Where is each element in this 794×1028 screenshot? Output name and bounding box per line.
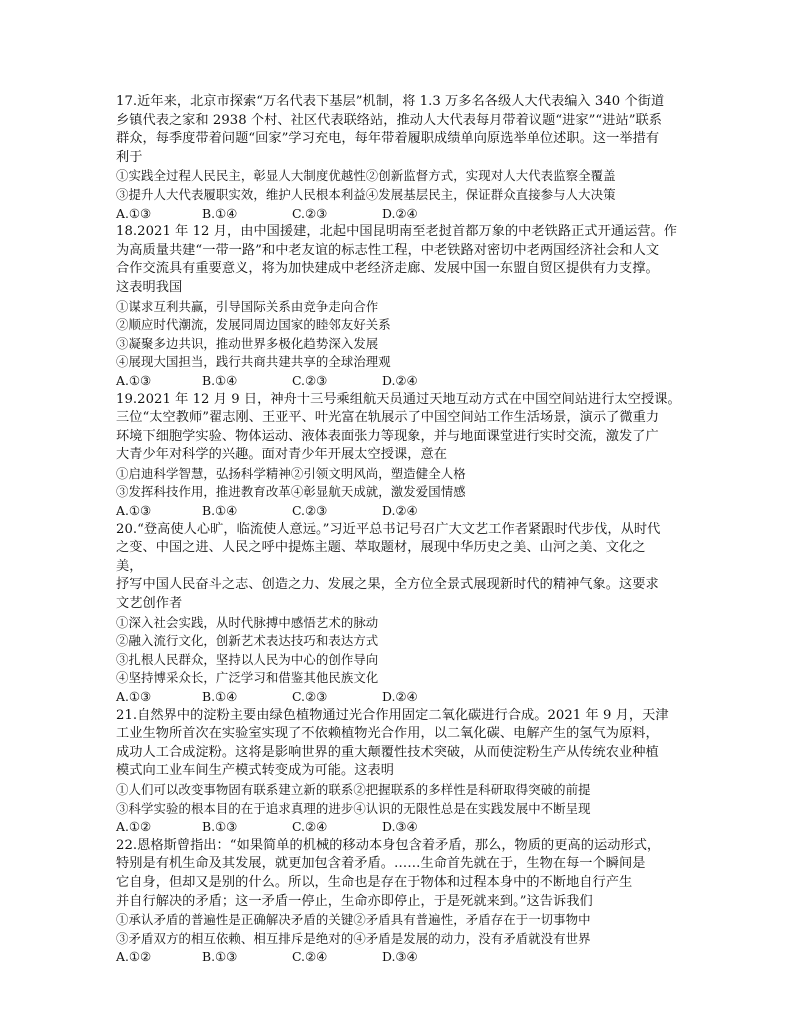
question-stem bbox=[116, 707, 686, 781]
stem-line: 成功人工合成淀粉。这将是影响世界的重大颠覆性技术突破，从而使淀粉生产从传统农业种植 bbox=[116, 744, 659, 760]
option-line: ③科学实验的根本目的在于追求真理的进步④认识的无限性总是在实践发展中不断呈现 bbox=[116, 800, 591, 816]
choice-b: B.①④ bbox=[202, 205, 238, 221]
option-line: ①承认矛盾的普遍性是正确解决矛盾的关键②矛盾具有普遍性，矛盾存在于一切事物中 bbox=[116, 912, 591, 928]
option-line: ①实践全过程人民民主，彰显人大制度优越性②创新监督方式，实现对人大代表监察全覆盖 bbox=[116, 168, 616, 184]
choice-c: C.②③ bbox=[292, 503, 328, 519]
question-stem bbox=[116, 521, 686, 614]
stem-line: 文艺创作者 bbox=[116, 596, 183, 612]
stem-line: 并自行解决的矛盾；这一矛盾一停止，生命亦即停止，于是死就来到。”这告诉我们 bbox=[116, 893, 593, 909]
choice-b: B.①④ bbox=[202, 372, 238, 388]
answer-choices bbox=[116, 502, 686, 521]
choice-d: D.②④ bbox=[382, 205, 418, 221]
stem-line: 特别是有机生命及其发展，就更加包含着矛盾。……生命首先就在于，生物在每一个瞬间是 bbox=[116, 856, 646, 872]
choice-d: D.②④ bbox=[382, 372, 418, 388]
answer-choices bbox=[116, 372, 686, 391]
choice-c: C.②③ bbox=[292, 372, 328, 388]
option-line: ④展现大国担当，践行共商共建共享的全球治理观 bbox=[116, 354, 391, 370]
option-line: ②顺应时代潮流，发展同周边国家的睦邻友好关系 bbox=[116, 317, 391, 333]
choice-a: A.①③ bbox=[116, 503, 152, 519]
choice-c: C.②③ bbox=[292, 205, 328, 221]
option-line: ①人们可以改变事物固有联系建立新的联系②把握联系的多样性是科研取得突破的前提 bbox=[116, 781, 591, 797]
stem-line: 20.“登高使人心旷，临流使人意远。”习近平总书记号召广大文艺工作者紧跟时代步伐，从时代 bbox=[116, 521, 661, 537]
stem-line: 22.恩格斯曾指出：“如果简单的机械的移动本身包含着矛盾，那么，物质的更高的运动形式， bbox=[116, 837, 661, 853]
answer-choices bbox=[116, 818, 686, 837]
question-18 bbox=[116, 223, 686, 390]
choice-a: A.①② bbox=[116, 819, 152, 835]
stem-line: 乡镇代表之家和 2938 个村、社区代表联络站，推动人大代表每月带着议题“进家”“进站”联系 bbox=[116, 112, 662, 128]
stem-line: 17.近年来，北京市探索“万名代表下基层”机制，将 1.3 万多名各级人大代表编入 340 个街道 bbox=[116, 94, 665, 109]
option-line: ③发挥科技作用，推进教育改革④彰显航天成就，激发爱国情感 bbox=[116, 484, 466, 500]
exam-page bbox=[116, 93, 686, 967]
stem-line: 大青少年对科学的兴趣。面对青少年开展太空授课，意在 bbox=[116, 447, 447, 463]
stem-line: 18.2021 年 12 月，由中国援建，北起中国昆明南至老挝首都万象的中老铁路正式开通运营。作 bbox=[116, 224, 678, 240]
question-17 bbox=[116, 93, 686, 223]
answer-choices bbox=[116, 948, 686, 967]
stem-line: 利于 bbox=[116, 149, 143, 165]
choice-d: D.③④ bbox=[382, 819, 418, 835]
choice-c: C.②④ bbox=[292, 949, 328, 965]
choice-a: A.①③ bbox=[116, 689, 152, 704]
option-line: ③矛盾双方的相互依赖、相互排斥是绝对的④矛盾是发展的动力，没有矛盾就没有世界 bbox=[116, 930, 591, 946]
choice-a: A.①② bbox=[116, 949, 152, 965]
choice-b: B.①④ bbox=[202, 689, 238, 704]
choice-b: B.①③ bbox=[202, 819, 238, 835]
question-stem bbox=[116, 93, 686, 167]
option-line: ①谋求互利共赢，引导国际关系由竞争走向合作 bbox=[116, 298, 379, 314]
question-19 bbox=[116, 391, 686, 521]
stem-line: 美， bbox=[116, 558, 143, 574]
stem-line: 工业生物所首次在实验室实现了不依赖植物光合作用，以二氧化碳、电解产生的氢气为原料， bbox=[116, 726, 659, 742]
option-line: ①启迪科学智慧，弘扬科学精神②引领文明风尚，塑造健全人格 bbox=[116, 465, 466, 481]
stem-line: 21.自然界中的淀粉主要由绿色植物通过光合作用固定二氧化碳进行合成。2021 年 9 月，天津 bbox=[116, 707, 669, 723]
option-line: ③扎根人民群众，坚持以人民为中心的创作导向 bbox=[116, 651, 379, 667]
question-stem bbox=[116, 837, 686, 911]
stem-line: 模式向工业车间生产模式转变成为可能。这表明 bbox=[116, 763, 394, 779]
choice-d: D.③④ bbox=[382, 949, 418, 965]
choice-b: B.①④ bbox=[202, 503, 238, 519]
question-stem bbox=[116, 223, 686, 297]
choice-d: D.②④ bbox=[382, 689, 418, 704]
stem-line: 环境下细胞学实验、物体运动、液体表面张力等现象，并与地面课堂进行实时交流，激发了广 bbox=[116, 428, 659, 444]
option-line: ①深入社会实践，从时代脉搏中感悟艺术的脉动 bbox=[116, 614, 379, 630]
stem-line: 它自身，但却又是别的什么。所以，生命也是存在于物体和过程本身中的不断地自行产生 bbox=[116, 874, 633, 890]
question-stem bbox=[116, 391, 686, 465]
stem-line: 抒写中国人民奋斗之志、创造之力、发展之果，全方位全景式展现新时代的精神气象。这要求 bbox=[116, 577, 659, 593]
option-line: ③凝聚多边共识，推动世界多极化趋势深入发展 bbox=[116, 335, 379, 351]
choice-c: C.②④ bbox=[292, 819, 328, 835]
question-20 bbox=[116, 521, 686, 707]
answer-choices bbox=[116, 688, 686, 707]
stem-line: 为高质量共建“一带一路”和中老友谊的标志性工程，中老铁路对密切中老两国经济社会和人文 bbox=[116, 242, 660, 258]
stem-line: 之变、中国之进、人民之呼中提炼主题、萃取题材，展现中华历史之美、山河之美、文化之 bbox=[116, 540, 646, 556]
option-line: ③提升人大代表履职实效，维护人民根本利益④发展基层民主，保证群众直接参与人大决策 bbox=[116, 186, 616, 202]
option-line: ④坚持博采众长，广泛学习和借鉴其他民族文化 bbox=[116, 670, 379, 686]
stem-line: 三位“太空教师”翟志刚、王亚平、叶光富在轨展示了中国空间站工作生活场景，演示了微重力 bbox=[116, 410, 660, 426]
stem-line: 合作交流具有重要意义，将为加快建成中老经济走廊、发展中国一东盟自贸区提供有力支撑。 bbox=[116, 261, 659, 277]
stem-line: 群众，每季度带着问题“回家”学习充电，每年带着履职成绩单向原选举单位述职。这一举措有 bbox=[116, 131, 660, 147]
question-22 bbox=[116, 837, 686, 967]
choice-c: C.②③ bbox=[292, 689, 328, 704]
stem-line: 19.2021 年 12 月 9 日，神舟十三号乘组航天员通过天地互动方式在中国空间站进行太空授课。 bbox=[116, 391, 681, 407]
choice-a: A.①③ bbox=[116, 205, 152, 221]
choice-a: A.①③ bbox=[116, 372, 152, 388]
choice-b: B.①③ bbox=[202, 949, 238, 965]
stem-line: 这表明我国 bbox=[116, 279, 183, 295]
answer-choices bbox=[116, 205, 686, 224]
option-line: ②融入流行文化，创新艺术表达技巧和表达方式 bbox=[116, 633, 379, 649]
choice-d: D.②④ bbox=[382, 503, 418, 519]
question-21 bbox=[116, 707, 686, 837]
